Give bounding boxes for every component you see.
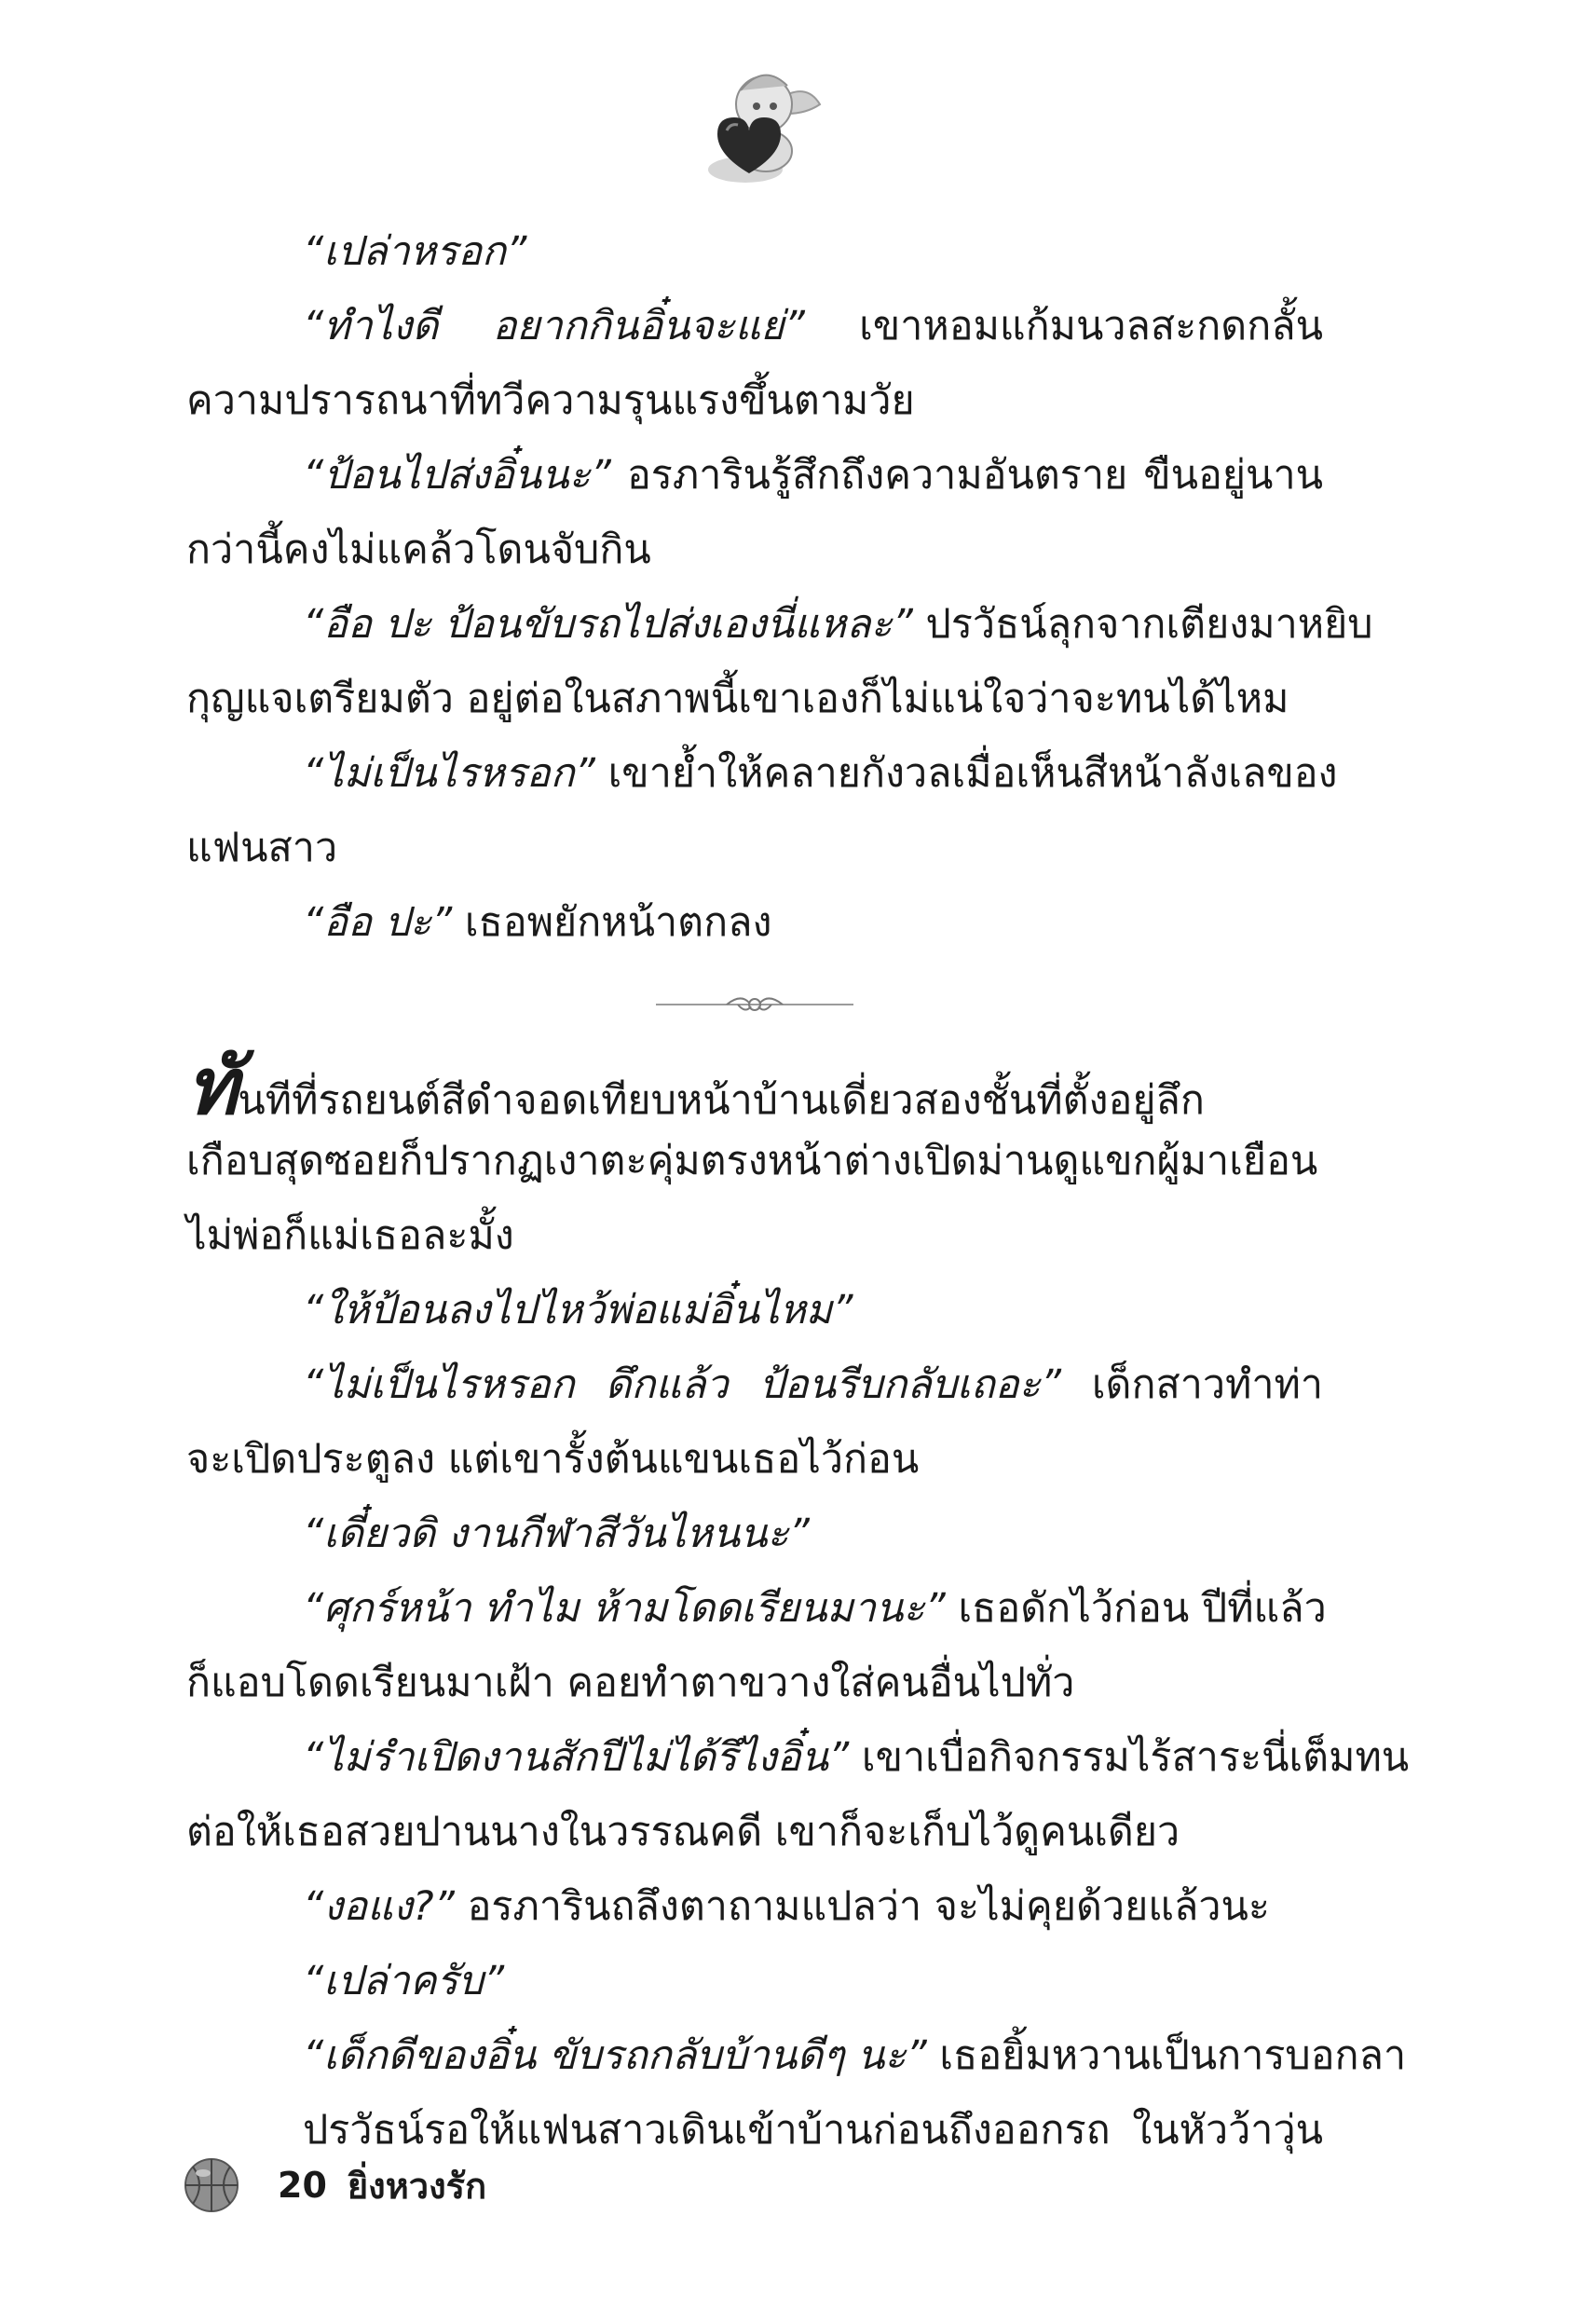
dialogue-quote: “ให้ป้อนลงไปไหว้พ่อแม่อิ๋นไหม”	[303, 1287, 853, 1333]
narration-text: ไม่พ่อก็แม่เธอละมั้ง	[186, 1212, 514, 1259]
text-line	[186, 289, 1323, 363]
text-line	[186, 1497, 1323, 1571]
narration-text: แฟนสาว	[186, 825, 338, 871]
dialogue-quote: “ไม่เป็นไรหรอก”	[303, 750, 595, 797]
ornamental-divider-icon	[186, 960, 1323, 1049]
dialogue-quote: “เดี๋ยวดิ งานกีฬาสีวันไหนนะ”	[303, 1511, 810, 1557]
dialogue-quote: “อือ ปะ”	[303, 899, 453, 946]
basketball-icon	[183, 2156, 240, 2214]
page-number: 20	[278, 2165, 327, 2206]
dialogue-quote: “ป้อนไปส่งอิ๋นนะ”	[303, 452, 611, 499]
narration-text: เกือบสุดซอยก็ปรากฏเงาตะคุ่มตรงหน้าต่างเปิดม่านดูแขกผู้มาเยือน	[186, 1138, 1318, 1184]
paragraph-block	[186, 1124, 1410, 2167]
text-line	[186, 1124, 1323, 1198]
text-line	[186, 438, 1323, 513]
narration-text: เขาย้ำให้คลายกังวลเมื่อเห็นสีหน้าลังเลของ	[594, 750, 1338, 797]
dialogue-quote: “เด็กดีของอิ๋น ขับรถกลับบ้านดีๆ นะ”	[303, 2032, 927, 2079]
dialogue-quote: “ศุกร์หน้า ทำไม ห้ามโดดเรียนมานะ”	[303, 1585, 946, 1632]
text-line	[186, 513, 1323, 587]
narration-text: กุญแจเตรียมตัว อยู่ต่อในสภาพนี้เขาเองก็ไม่แน่ใจว่าจะทนได้ไหม	[186, 676, 1289, 722]
narration-text: กว่านี้คงไม่แคล้วโดนจับกิน	[186, 526, 651, 573]
narration-text: อรภารินถลึงตาถามแปลว่า จะไม่คุยด้วยแล้วนะ	[454, 1883, 1270, 1930]
text-line	[186, 662, 1323, 736]
narration-text: ปรวัธน์รอให้แฟนสาวเดินเข้าบ้านก่อนถึงออกรถ ในหัวว้าวุ่น	[303, 2107, 1323, 2154]
drop-cap-line	[186, 1041, 1323, 1132]
text-line	[186, 1720, 1410, 1795]
line-text: นทีที่รถยนต์สีดำจอดเทียบหน้าบ้านเดี่ยวสองชั้นที่ตั้งอยู่ลึก	[238, 1077, 1205, 1124]
narration-text: ก็แอบโดดเรียนมาเฝ้า คอยทำตาขวางใส่คนอื่นไปทั่ว	[186, 1660, 1075, 1706]
text-line	[186, 885, 1323, 960]
text-line	[186, 811, 1323, 885]
text-line	[186, 1646, 1323, 1720]
text-line	[186, 1347, 1323, 1422]
cupid-heart-mascot-icon	[689, 58, 829, 198]
narration-text: ความปรารถนาที่ทวีความรุนแรงขึ้นตามวัย	[186, 377, 915, 424]
text-line	[186, 1944, 1323, 2018]
text-line	[186, 1795, 1323, 1869]
text-line	[186, 1198, 1323, 1273]
dialogue-quote: “ไม่รำเปิดงานสักปีไม่ได้รึไงอิ๋น”	[303, 1734, 850, 1781]
dialogue-quote: “เปล่าหรอก”	[303, 228, 527, 275]
narration-text: อรภารินรู้สึกถึงความอันตราย ขืนอยู่นาน	[610, 452, 1323, 499]
text-line	[186, 1273, 1323, 1347]
narration-text: เธอยิ้มหวานเป็นการบอกลา	[926, 2032, 1407, 2079]
narration-text: เขาเบื่อกิจกรรมไร้สาระนี่เต็มทน	[849, 1734, 1410, 1781]
narration-text: ต่อให้เธอสวยปานนางในวรรณคดี เขาก็จะเก็บไว้ดูคนเดียว	[186, 1809, 1180, 1855]
narration-text: เธอดักไว้ก่อน ปีที่แล้ว	[945, 1585, 1327, 1632]
text-line	[186, 214, 1323, 289]
dialogue-quote: “ทำไงดี อยากกินอิ๋นจะแย่”	[303, 303, 805, 349]
narration-text: เขาหอมแก้มนวลสะกดกลั้น	[804, 303, 1323, 349]
text-line	[186, 736, 1338, 811]
text-line	[186, 363, 1323, 438]
dialogue-quote: “เปล่าครับ”	[303, 1958, 505, 2004]
narration-text: เธอพยักหน้าตกลง	[452, 899, 772, 946]
text-line	[186, 1422, 1323, 1497]
narration-text: ปรวัธน์ลุกจากเตียงมาหยิบ	[912, 601, 1373, 648]
text-line	[186, 1869, 1323, 1944]
page-footer	[183, 2153, 486, 2218]
text-line	[186, 1571, 1327, 1646]
dialogue-quote: “งอแง?”	[303, 1883, 455, 1930]
text-line	[186, 2018, 1407, 2093]
drop-cap: ทั	[186, 1041, 239, 1132]
body-text	[186, 214, 1410, 2167]
paragraph-block	[186, 214, 1373, 960]
narration-text: จะเปิดประตูลง แต่เขารั้งต้นแขนเธอไว้ก่อน	[186, 1436, 920, 1483]
book-title: ยิ่งหวงรัก	[347, 2165, 487, 2207]
dialogue-quote: “อือ ปะ ป้อนขับรถไปส่งเองนี่แหละ”	[303, 601, 913, 648]
text-line	[186, 587, 1373, 662]
narration-text: เด็กสาวทำท่า	[1061, 1361, 1323, 1408]
dialogue-quote: “ไม่เป็นไรหรอก ดึกแล้ว ป้อนรีบกลับเถอะ”	[303, 1361, 1061, 1408]
